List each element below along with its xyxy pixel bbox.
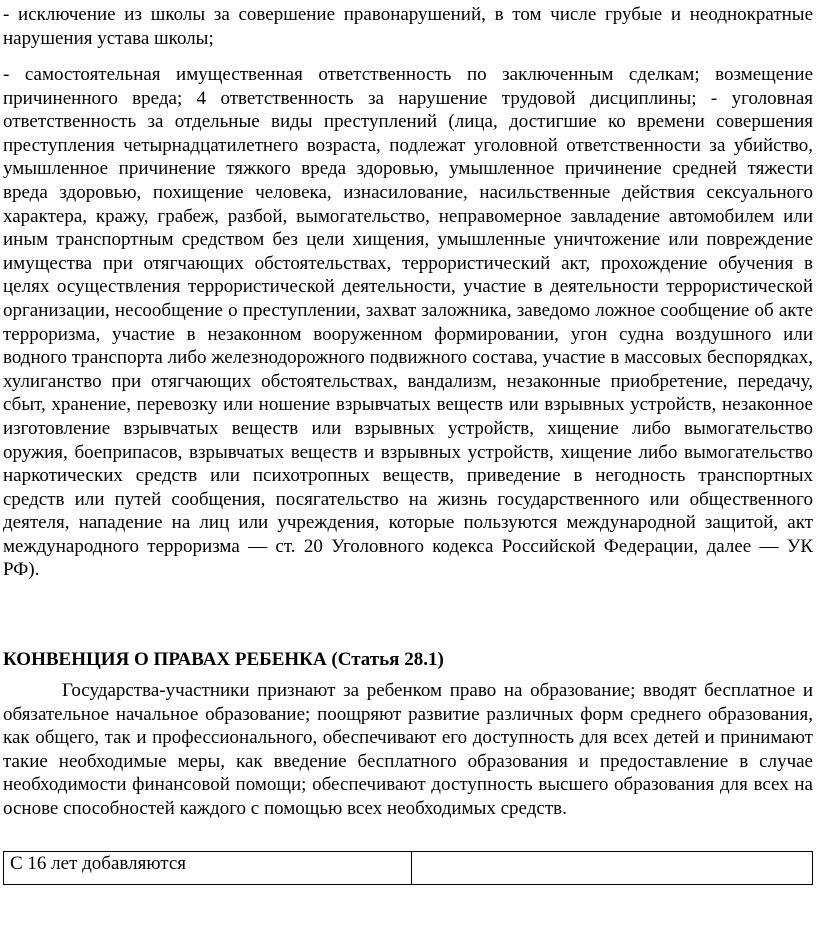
paragraph-liability: - самостоятельная имущественная ответственность по заключенным сделкам; возмещение причиненного вреда; 4 ответственность за нарушение трудовой дисциплины; - уголовная ответственность за отдельные виды преступлений (лица, достигшие ко времени совершения преступления четырнадцатилетнего возраста, подлежат уголовной ответственности за убийство, умышленное причинение тяжкого вреда здоровью, умышленное причинение средней тяжести вреда здоровью, похищение человека, изнасилование, насильственные действия сексуального характера, кражу, грабеж, разбой, вымогательство, неправомерное завладение автомобилем или иным транспортным средством без цели хищения, умышленные уничтожение или повреждение имущества при отягчающих обстоятельствах, террористический акт, прохождение обучения в целях осуществления террористической деятельности, участие в деятельности террористической организации, несообщение о преступлении, захват заложника, заведомо ложное сообщение об акте терроризма, участие в незаконном вооруженном формировании, угон судна воздушного или водного транспорта либо железнодорожного подвижного состава, участие в массовых беспорядках, хулиганство при отягчающих обстоятельствах, вандализм, незаконные приобретение, передачу, сбыт, хранение, перевозку или ношение взрывчатых веществ или взрывных устройств, незаконное изготовление взрывчатых веществ или взрывных устройств, хищение либо вымогательство оружия, боеприпасов, взрывчатых веществ и взрывных устройств, хищение либо вымогательство наркотических средств или психотропных веществ, приведение в негодность транспортных средств или путей сообщения, посягательство на жизнь государственного или общественного деятеля, нападение на лиц или учреждения, которые пользуются международной защитой, акт международного терроризма — ст. 20 Уголовного кодекса Российской Федерации, далее — УК РФ). <box>3 64 813 581</box>
table-cell-label: С 16 лет добавляются <box>4 852 412 885</box>
paragraph-convention: Государства-участники признают за ребенком право на образование; вводят бесплатное и обязательное начальное образование; поощряют развитие различных форм среднего образования, как общего, так и профессионального, обеспечивают его доступность для всех детей и принимают такие необходимые меры, как введение бесплатного образования и предоставление в случае необходимости финансовой помощи; обеспечивают доступность высшего образования для всех на основе способностей каждого с помощью всех необходимых средств. <box>3 680 813 819</box>
rights-table <box>3 851 813 885</box>
section-heading: КОНВЕНЦИЯ О ПРАВАХ РЕБЕНКА (Статья 28.1) <box>3 649 444 670</box>
table-cell-empty <box>412 852 813 885</box>
paragraph-expulsion: - исключение из школы за совершение правонарушений, в том числе грубые и неоднократные нарушения устава школы; <box>3 4 813 49</box>
table-row <box>4 852 813 885</box>
